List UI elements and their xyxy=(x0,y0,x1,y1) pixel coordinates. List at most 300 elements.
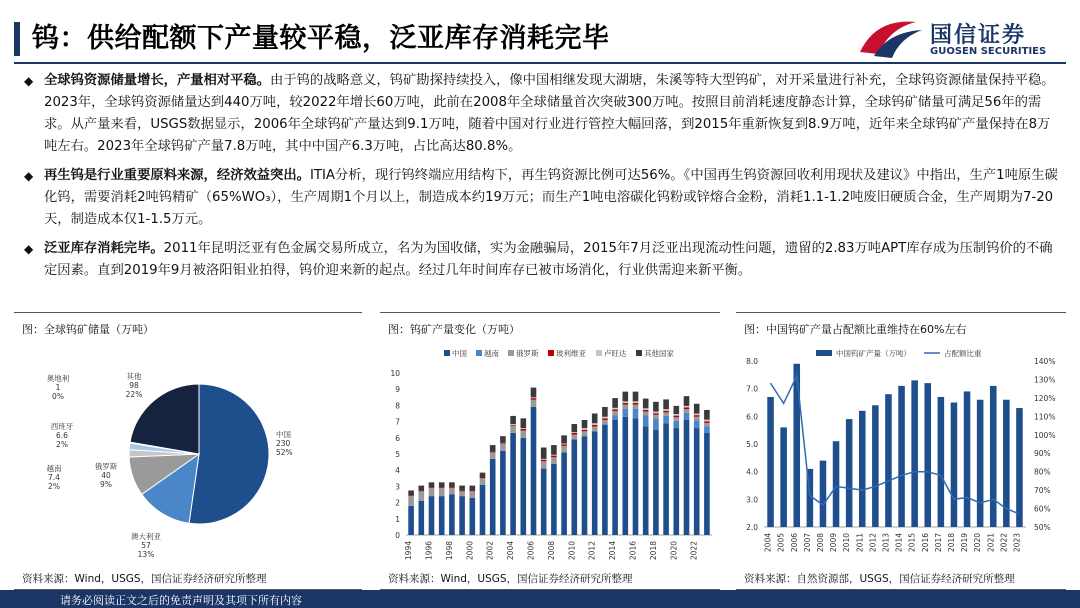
guosen-logo xyxy=(856,14,1076,62)
bar xyxy=(833,441,840,527)
bar-segment xyxy=(694,428,700,535)
bar xyxy=(964,391,971,527)
bar-segment xyxy=(653,413,659,415)
bar-segment xyxy=(663,399,669,409)
bar-segment xyxy=(643,415,649,426)
pie-slice-pct: 2% xyxy=(48,482,60,491)
y-tick-label: 3 xyxy=(395,482,400,492)
y2-tick-label: 60% xyxy=(1034,504,1051,514)
bar-segment xyxy=(582,420,588,428)
stacked-bar-chart xyxy=(380,339,720,567)
pie-slice-value: 230 xyxy=(276,439,291,448)
y-tick-label: 6 xyxy=(395,433,400,443)
x-tick-label: 2018 xyxy=(648,541,658,561)
bar xyxy=(938,397,945,527)
x-tick-label: 2012 xyxy=(868,533,878,553)
legend-label: 俄罗斯 xyxy=(516,349,539,358)
panel-reserves-pie xyxy=(14,312,362,590)
y2-tick-label: 140% xyxy=(1034,357,1056,366)
bar-segment xyxy=(561,444,567,446)
bar-segment xyxy=(561,435,567,443)
x-tick-label: 2022 xyxy=(689,541,699,561)
bar-segment xyxy=(622,403,628,405)
x-tick-label: 2014 xyxy=(608,541,618,561)
pie-chart xyxy=(14,339,362,567)
pie-slice-name: 其他 xyxy=(126,372,142,381)
bar-segment xyxy=(531,397,537,398)
x-tick-label: 2005 xyxy=(776,533,786,553)
bar-segment xyxy=(653,412,659,414)
y-tick-label: 10 xyxy=(390,369,400,378)
bullet-lead: 再生钨是行业重要原料来源，经济效益突出。 xyxy=(44,168,310,183)
bar-segment xyxy=(622,417,628,535)
bullet-lead: 全球钨资源储量增长，产量相对平稳。 xyxy=(44,73,271,88)
bar-segment xyxy=(469,498,475,535)
pie-slice-pct: 2% xyxy=(56,440,68,449)
guosen-logo-mark-icon xyxy=(856,14,926,60)
bullet-list xyxy=(22,70,1062,289)
bar-segment xyxy=(490,459,496,535)
bar-segment xyxy=(418,491,424,501)
x-tick-label: 2006 xyxy=(526,541,536,561)
bar-segment xyxy=(612,409,618,411)
bar xyxy=(820,461,827,527)
pie-slice-value: 7.4 xyxy=(48,473,60,482)
bar-segment xyxy=(469,486,475,491)
bar-segment xyxy=(633,401,639,403)
bar-segment xyxy=(694,420,700,428)
bar-segment xyxy=(408,506,414,535)
chart-title: 图：钨矿产量变化（万吨） xyxy=(388,323,520,336)
y2-tick-label: 110% xyxy=(1034,412,1056,422)
y-tick-label: 8 xyxy=(395,401,400,411)
bar-segment xyxy=(704,426,710,432)
y-tick-label: 3.0 xyxy=(746,495,758,505)
bar-segment xyxy=(571,435,577,440)
bar-segment xyxy=(551,456,557,458)
pie-slice xyxy=(189,384,269,524)
bar-segment xyxy=(551,455,557,456)
bar-segment xyxy=(439,487,445,488)
pie-slice-name: 西班牙 xyxy=(50,422,74,431)
bar-segment xyxy=(684,408,690,410)
bar-segment xyxy=(418,501,424,535)
x-tick-label: 2002 xyxy=(485,541,495,561)
bar-segment xyxy=(704,423,710,427)
bar-segment xyxy=(663,423,669,535)
x-tick-label: 2015 xyxy=(907,533,917,553)
title-bar xyxy=(0,0,1080,68)
bar xyxy=(1016,408,1023,527)
x-tick-label: 2016 xyxy=(920,533,930,553)
bar-segment xyxy=(510,433,516,535)
x-tick-label: 2006 xyxy=(789,533,799,553)
footer-bar xyxy=(0,590,1080,608)
bar-segment xyxy=(531,398,537,400)
x-tick-label: 2008 xyxy=(546,541,556,561)
bar-segment xyxy=(622,405,628,409)
bar-segment xyxy=(429,488,435,496)
bar xyxy=(951,403,958,528)
bar xyxy=(767,397,774,527)
chart-source: 资料来源：Wind，USGS，国信证券经济研究所整理 xyxy=(22,573,267,585)
bar-segment xyxy=(612,398,618,408)
bar xyxy=(793,364,800,527)
legend-label: 中国 xyxy=(452,349,467,358)
page-title: 钨：供给配额下产量较平稳，泛亚库存消耗完毕 xyxy=(32,23,610,54)
bar-segment xyxy=(520,428,526,429)
bar-segment xyxy=(520,438,526,535)
y-tick-label: 4.0 xyxy=(746,467,758,477)
pie-slice-value: 57 xyxy=(141,541,151,550)
bar-segment xyxy=(612,415,618,420)
bar-segment xyxy=(592,414,598,424)
title-accent xyxy=(14,22,20,56)
bar-segment xyxy=(602,424,608,425)
pie-slice-pct: 52% xyxy=(276,448,293,457)
x-tick-label: 1994 xyxy=(404,541,414,561)
title-underline xyxy=(14,62,1066,64)
bar-segment xyxy=(561,446,567,452)
bar-segment xyxy=(704,420,710,422)
y-tick-label: 7.0 xyxy=(746,384,758,394)
bar-segment xyxy=(510,416,516,424)
pie-slice-name: 奥地利 xyxy=(46,374,70,383)
x-tick-label: 2011 xyxy=(855,533,865,553)
x-tick-label: 2022 xyxy=(999,533,1009,553)
legend-label: 玻利维亚 xyxy=(556,349,586,358)
bar-segment xyxy=(582,428,588,430)
bar-segment xyxy=(633,403,639,405)
x-tick-label: 2023 xyxy=(1012,533,1022,553)
x-tick-label: 2016 xyxy=(628,541,638,561)
legend-label: 卢旺达 xyxy=(604,349,627,358)
y-tick-label: 7 xyxy=(395,417,400,427)
x-tick-label: 2010 xyxy=(842,533,852,553)
pie-slice-name: 中国 xyxy=(276,430,291,439)
bar-segment xyxy=(541,461,547,468)
panel-quota-ratio xyxy=(736,312,1066,590)
bar-segment xyxy=(673,416,679,418)
bar-segment xyxy=(408,495,414,496)
bar-segment xyxy=(684,420,690,535)
bullet-item-reserves xyxy=(22,70,1062,158)
bar-segment xyxy=(602,420,608,424)
bar-segment xyxy=(520,429,526,431)
bullet-item-recycling xyxy=(22,165,1062,231)
footer-disclaimer: 请务必阅读正文之后的免责声明及其项下所有内容 xyxy=(60,594,302,607)
y2-tick-label: 70% xyxy=(1034,486,1051,496)
bar xyxy=(898,386,905,527)
bar-segment xyxy=(510,424,516,425)
bar-segment xyxy=(520,431,526,438)
bar-segment xyxy=(418,486,424,491)
bar-segment xyxy=(531,400,537,407)
bar-segment xyxy=(480,473,486,478)
y-tick-label: 4 xyxy=(395,466,400,476)
y-tick-label: 9 xyxy=(395,385,400,395)
pie-slice-value: 1 xyxy=(55,383,61,392)
bar-segment xyxy=(684,396,690,406)
bar-segment xyxy=(673,414,679,416)
bar xyxy=(872,405,879,527)
x-tick-label: 2004 xyxy=(506,541,516,561)
bar-segment xyxy=(653,402,659,412)
legend-label: 其他国家 xyxy=(644,349,674,358)
pie-slice-value: 40 xyxy=(101,471,111,480)
bar xyxy=(924,383,931,527)
bar-segment xyxy=(622,392,628,402)
chart-title: 图：全球钨矿储量（万吨） xyxy=(22,323,154,336)
legend-swatch xyxy=(548,350,554,356)
y2-tick-label: 80% xyxy=(1034,467,1051,477)
bar-segment xyxy=(480,485,486,535)
bar-segment xyxy=(643,399,649,409)
bar-segment xyxy=(541,459,547,460)
bullet-lead: 泛亚库存消耗完毕。 xyxy=(44,241,164,256)
bar-segment xyxy=(571,432,577,433)
diamond-bullet-icon: ◆ xyxy=(24,169,34,183)
bar-segment xyxy=(520,418,526,428)
bar-segment xyxy=(673,428,679,535)
bar-segment xyxy=(469,490,475,491)
bar-segment xyxy=(694,415,700,417)
bar-segment xyxy=(633,418,639,535)
bar-segment xyxy=(612,420,618,535)
legend-swatch xyxy=(476,350,482,356)
bar-segment xyxy=(663,409,669,411)
bar-segment xyxy=(490,452,496,458)
bar-segment xyxy=(429,496,435,535)
y-tick-label: 8.0 xyxy=(746,357,758,366)
bar-segment xyxy=(592,425,598,427)
x-tick-label: 2014 xyxy=(894,533,904,553)
bar-segment xyxy=(439,488,445,496)
bar-segment xyxy=(418,490,424,491)
chart-source: 资料来源：Wind，USGS，国信证券经济研究所整理 xyxy=(388,573,633,585)
bar-segment xyxy=(694,417,700,421)
bar-segment xyxy=(602,418,608,420)
bar-segment xyxy=(500,436,506,442)
pie-slice-pct: 0% xyxy=(52,392,64,401)
bar-segment xyxy=(582,431,588,436)
y-tick-label: 5 xyxy=(395,450,400,459)
bar-segment xyxy=(480,478,486,484)
legend-label: 中国钨矿产量（万吨） xyxy=(836,349,911,358)
bar xyxy=(859,411,866,527)
bar-segment xyxy=(602,425,608,535)
legend-swatch xyxy=(508,350,514,356)
x-tick-label: 2021 xyxy=(986,533,996,553)
bar-segment xyxy=(653,430,659,535)
bar-segment xyxy=(500,443,506,450)
bar-segment xyxy=(684,406,690,408)
bar-segment xyxy=(612,411,618,415)
bar-segment xyxy=(673,421,679,428)
bar-segment xyxy=(541,448,547,459)
bar-segment xyxy=(571,439,577,535)
bar-segment xyxy=(633,409,639,419)
y-tick-label: 2 xyxy=(395,498,400,508)
x-tick-label: 1998 xyxy=(444,541,454,561)
y2-tick-label: 130% xyxy=(1034,375,1056,385)
diamond-bullet-icon: ◆ xyxy=(24,74,34,88)
pie-slice-pct: 9% xyxy=(100,480,112,489)
bar-segment xyxy=(704,421,710,423)
bar-segment xyxy=(408,490,414,495)
y-tick-label: 2.0 xyxy=(746,523,758,532)
bar-segment xyxy=(459,491,465,496)
bullet-text: 由于钨的战略意义，钨矿勘探持续投入，像中国相继发现大湖塘，朱溪等特大型钨矿，对开采量进行补充，全球钨资源储量保持平稳。2023年，全球钨资源储量达到440万吨，较2022年增长60万吨，此前在2008年全球储量首次突破300万吨。按照目前消耗速度静态计算，全球钨矿储量可满足56年的需求。从产量来看，USGS数据显示，2006年全球钨矿产量达到9.1万吨，随着中国对行业进行管控大幅回落，到2015年重新恢复到8.9万吨，近年来全球钨矿产量保持在8万吨左右。2023年全球钨矿产量7.8万吨，其中中国产6.3万吨，占比高达80.8%。 xyxy=(44,73,1055,154)
bar-segment xyxy=(541,469,547,535)
bar-segment xyxy=(582,436,588,535)
bar-segment xyxy=(633,392,639,402)
bar-segment xyxy=(439,496,445,535)
bar-segment xyxy=(429,487,435,488)
bar-segment xyxy=(449,487,455,488)
bar-segment xyxy=(469,491,475,497)
bar-segment xyxy=(602,407,608,417)
bar-segment xyxy=(653,415,659,419)
bar-segment xyxy=(551,464,557,535)
bar-segment xyxy=(531,407,537,535)
x-tick-label: 2004 xyxy=(763,533,773,553)
chart-source: 资料来源：自然资源部，USGS，国信证券经济研究所整理 xyxy=(744,573,1015,585)
bar-segment xyxy=(571,424,577,432)
y2-tick-label: 90% xyxy=(1034,449,1051,459)
bar-segment xyxy=(582,430,588,432)
bar-segment xyxy=(592,431,598,535)
bar-segment xyxy=(571,433,577,435)
bar-segment xyxy=(622,409,628,417)
chart-title: 图：中国钨矿产量占配额比重维持在60%左右 xyxy=(744,323,967,336)
bar xyxy=(780,427,787,527)
x-tick-label: 2019 xyxy=(960,533,970,553)
bar-segment xyxy=(561,452,567,535)
bullet-text: 2011年昆明泛亚有色金属交易所成立，名为为国收储，实为金融骗局，2015年7月泛亚出现流动性问题，遗留的2.83万吨APT库存成为压制钨价的不确定因素。直到2019年9月被洛阳钼业拍得，钨价迎来新的起点。经过几年时间库存已被市场消化，行业供需迎来新平衡。 xyxy=(44,241,1053,278)
x-tick-label: 2000 xyxy=(465,541,475,561)
bar-segment xyxy=(704,433,710,535)
bar-line-chart xyxy=(736,339,1066,567)
y-tick-label: 1 xyxy=(395,514,400,524)
bar-segment xyxy=(500,443,506,444)
x-tick-label: 2008 xyxy=(815,533,825,553)
pie-slice-pct: 13% xyxy=(137,550,155,559)
bar xyxy=(846,419,853,527)
x-tick-label: 2013 xyxy=(881,533,891,553)
bar-segment xyxy=(673,406,679,414)
bar-segment xyxy=(592,426,598,431)
pie-slice-value: 98 xyxy=(129,381,139,390)
bar-segment xyxy=(408,496,414,506)
bar-segment xyxy=(612,408,618,410)
bar-segment xyxy=(449,482,455,487)
bar-segment xyxy=(643,410,649,412)
legend-label: 越南 xyxy=(484,349,499,358)
x-tick-label: 2020 xyxy=(669,541,679,561)
bar-segment xyxy=(459,486,465,491)
legend-swatch xyxy=(596,350,602,356)
bar xyxy=(977,400,984,527)
bar xyxy=(885,394,892,527)
bar-segment xyxy=(653,418,659,429)
bar-segment xyxy=(449,495,455,536)
y2-tick-label: 50% xyxy=(1034,523,1051,532)
bar-segment xyxy=(551,457,557,463)
legend-swatch xyxy=(636,350,642,356)
bar-segment xyxy=(429,482,435,487)
bar xyxy=(911,380,918,527)
x-tick-label: 2012 xyxy=(587,541,597,561)
bar-segment xyxy=(643,408,649,410)
bar-segment xyxy=(704,410,710,420)
x-tick-label: 2010 xyxy=(567,541,577,561)
x-tick-label: 2009 xyxy=(829,533,839,553)
pie-slice-name: 澳大利亚 xyxy=(131,532,161,541)
y-tick-label: 6.0 xyxy=(746,412,758,422)
bar-segment xyxy=(459,490,465,491)
bar-segment xyxy=(622,401,628,403)
bar-segment xyxy=(663,412,669,416)
x-tick-label: 2007 xyxy=(802,533,812,553)
y-tick-label: 0 xyxy=(395,531,400,540)
x-tick-label: 2017 xyxy=(933,533,943,553)
bar-segment xyxy=(551,445,557,455)
bar-segment xyxy=(500,451,506,535)
bar-segment xyxy=(643,412,649,416)
bar-segment xyxy=(684,409,690,413)
legend-label: 占配额比重 xyxy=(944,349,982,358)
y2-tick-label: 120% xyxy=(1034,393,1056,403)
bar-segment xyxy=(510,426,516,433)
bar-segment xyxy=(480,477,486,478)
bar-segment xyxy=(459,496,465,535)
bar-segment xyxy=(449,488,455,494)
bullet-text: ITIA分析，现行钨终端应用结构下，再生钨资源比例可达56%。《中国再生钨资源回收利用现状及建议》中指出，生产1吨原生碳化钨，需要消耗2吨钨精矿（65%WO₃），生产周期1个月以上，制造成本约19万元；而生产1吨电溶碳化钨粉或锌熔合金粉，消耗1.1-1.2吨废旧硬质合金，生产周期为7-20天，制造成本仅1-1.5万元。 xyxy=(44,168,1058,227)
bar-segment xyxy=(663,411,669,413)
bar-segment xyxy=(643,426,649,535)
pie-slice-name: 俄罗斯 xyxy=(94,462,118,471)
pie-slice-pct: 22% xyxy=(125,390,143,399)
bar-segment xyxy=(673,417,679,421)
bar-segment xyxy=(531,388,537,398)
bar-segment xyxy=(684,413,690,420)
bar-segment xyxy=(592,423,598,425)
bar-segment xyxy=(694,414,700,416)
y-tick-label: 5.0 xyxy=(746,440,758,449)
bar-segment xyxy=(541,460,547,462)
bar-segment xyxy=(490,445,496,451)
pie-slice-value: 6.6 xyxy=(56,431,68,440)
bar-segment xyxy=(490,452,496,453)
pie-slice-name: 越南 xyxy=(46,464,62,473)
bar-segment xyxy=(663,416,669,423)
bar-segment xyxy=(439,482,445,487)
bar-segment xyxy=(602,417,608,419)
bar-segment xyxy=(510,425,516,426)
legend-swatch xyxy=(816,350,832,356)
x-tick-label: 2018 xyxy=(946,533,956,553)
y2-tick-label: 100% xyxy=(1034,430,1056,440)
bullet-item-fanya xyxy=(22,238,1062,282)
logo-name-en: GUOSEN SECURITIES xyxy=(930,46,1047,57)
panel-production-stacked xyxy=(380,312,720,590)
logo-name-cn: 国信证券 xyxy=(930,23,1027,48)
bar-segment xyxy=(561,443,567,444)
bar-segment xyxy=(694,404,700,414)
diamond-bullet-icon: ◆ xyxy=(24,242,34,256)
x-tick-label: 2020 xyxy=(973,533,983,553)
